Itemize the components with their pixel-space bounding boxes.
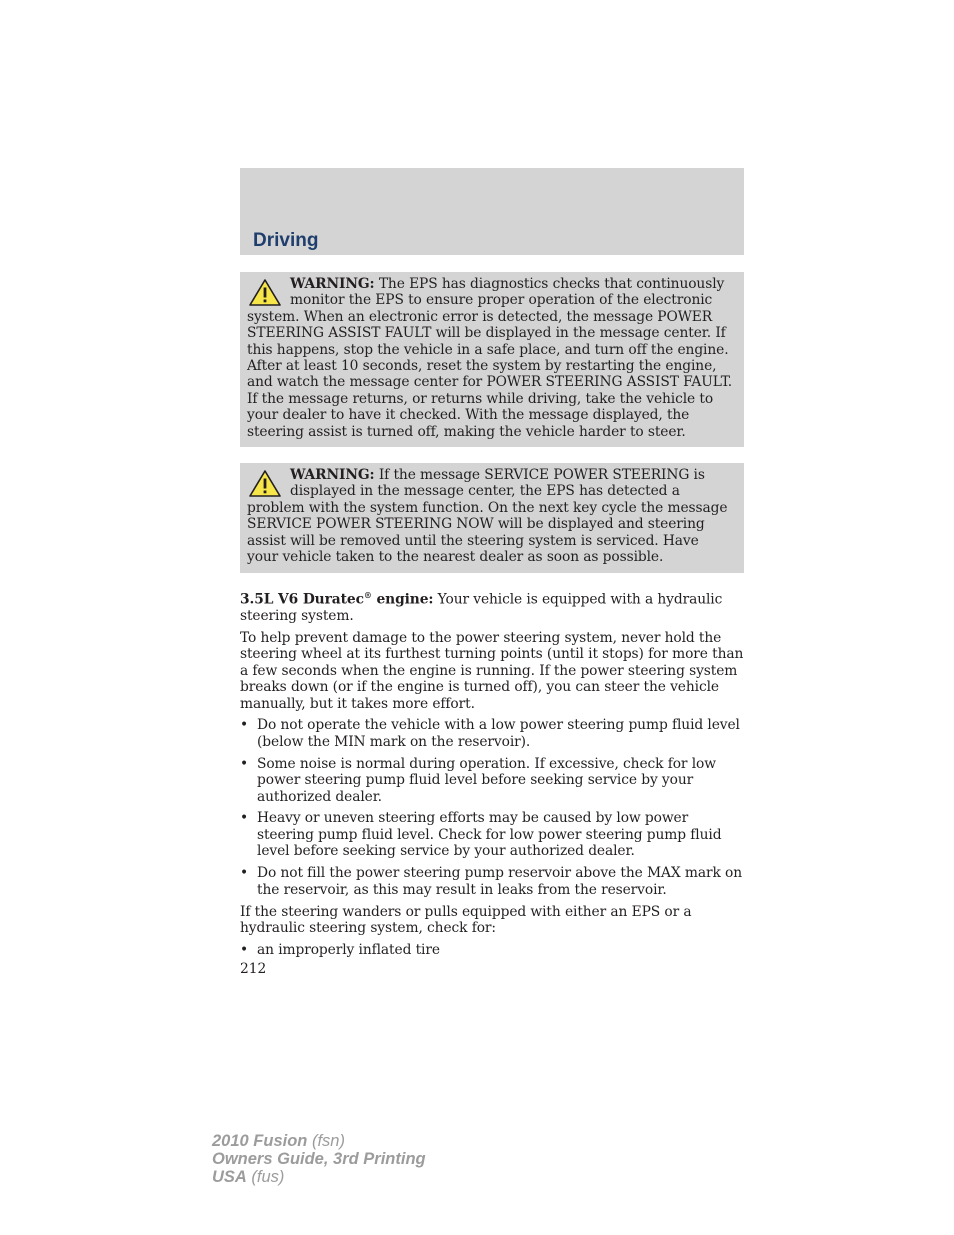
steering-tips-list xyxy=(240,717,746,898)
warning-text: If the message SERVICE POWER STEERING is displayed in the message center, the EPS has detected a problem with the system function. On the next key cycle the message SERVICE POWER STEERING NOW will be displayed and steering assist will be removed until the steering system is serviced. Have your vehicle taken to the nearest dealer as soon as possible. xyxy=(247,467,728,566)
registered-mark: ® xyxy=(363,590,372,600)
prevent-damage-paragraph: To help prevent damage to the power steering system, never hold the steering wheel at its furthest turning points (until it stops) for more than a few seconds when the engine is running. If the power steering system breaks down (or if the engine is turned off), you can steer the vehicle manually, but it takes more effort. xyxy=(240,629,744,712)
bullet: • xyxy=(240,717,249,734)
wander-paragraph: If the steering wanders or pulls equipped with either an EPS or a hydraulic steering system, check for: xyxy=(240,903,692,936)
bullet: • xyxy=(240,755,249,772)
warning-triangle-icon xyxy=(248,469,282,499)
page-number: 212 xyxy=(240,961,267,977)
section-header xyxy=(240,168,744,255)
body-content xyxy=(240,587,746,964)
bullet: • xyxy=(240,941,249,958)
bullet: • xyxy=(240,810,249,827)
warning-box-eps-diagnostics xyxy=(240,272,744,447)
list-item: • an improperly inflated tire xyxy=(240,941,440,958)
section-title: Driving xyxy=(253,230,319,251)
warning-label: WARNING: xyxy=(290,276,375,292)
engine-paragraph xyxy=(240,587,746,624)
bullet: • xyxy=(240,865,249,882)
warning-label: WARNING: xyxy=(290,467,375,483)
list-item: • Some noise is normal during operation. If excessive, check for low power steering pump fluid level before seeking service by your authorized dealer. xyxy=(240,755,716,805)
list-item: • Heavy or uneven steering efforts may be caused by low power steering pump fluid level. Check for low power steering pump fluid level before seeking service by your authorized dealer. xyxy=(240,810,722,860)
engine-label-suffix: engine: xyxy=(371,591,434,608)
warning-text: The EPS has diagnostics checks that continuously monitor the EPS to ensure proper operation of the electronic system. When an electronic error is detected, the message POWER STEERING ASSIST FAULT will be displayed in the message center. If this happens, stop the vehicle in a safe place, and turn off the engine. After at least 10 seconds, reset the system by restarting the engine, and watch the message center for POWER STEERING ASSIST FAULT. If the message returns, or returns while driving, take the vehicle to your dealer to have it checked. With the message displayed, the steering assist is turned off, making the vehicle harder to steer. xyxy=(247,276,733,440)
list-item: • Do not fill the power steering pump reservoir above the MAX mark on the reservoir, as this may result in leaks from the reservoir. xyxy=(240,865,742,898)
engine-text: Your vehicle is equipped with a hydraulic steering system. xyxy=(240,591,723,624)
warning-box-service-power-steering xyxy=(240,463,744,573)
document-footer: 2010 Fusion (fsn) Owners Guide, 3rd Printing USA (fus) xyxy=(212,1132,426,1186)
engine-label: 3.5L V6 Duratec xyxy=(240,591,364,608)
list-item: • Do not operate the vehicle with a low power steering pump fluid level (below the MIN mark on the reservoir). xyxy=(240,717,740,750)
check-list xyxy=(240,942,746,958)
warning-triangle-icon xyxy=(248,278,282,308)
